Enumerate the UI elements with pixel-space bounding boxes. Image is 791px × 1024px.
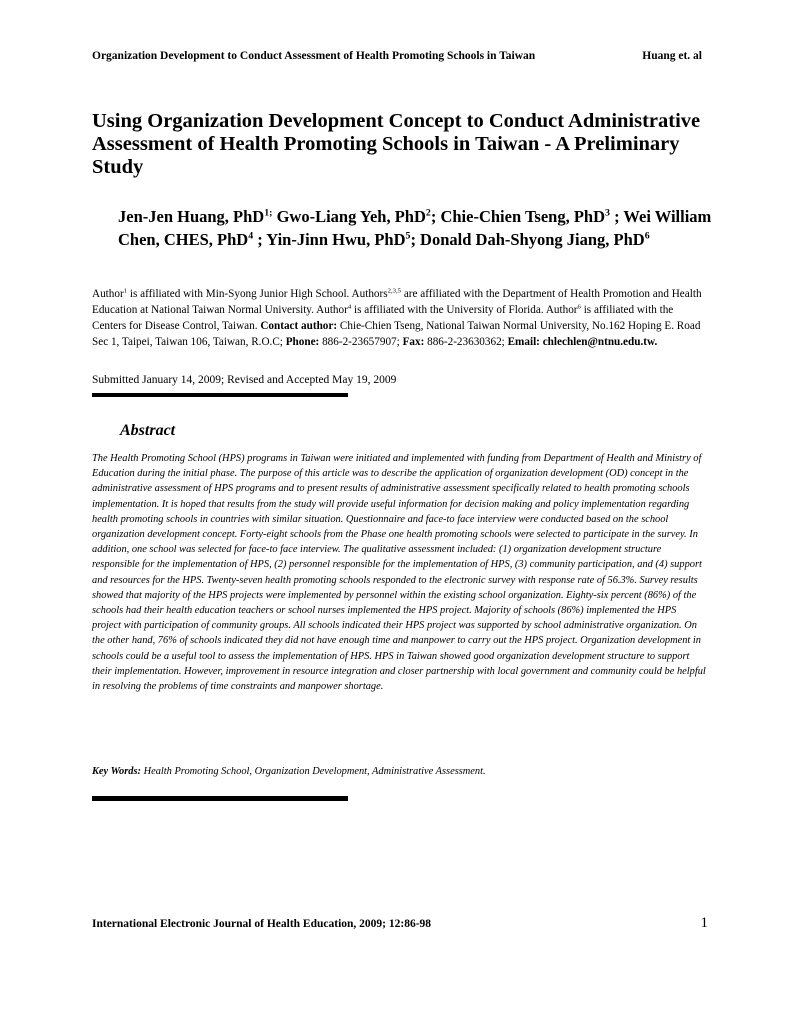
email-label: Email: bbox=[507, 336, 540, 348]
author-marker: 3 bbox=[605, 207, 610, 219]
abstract-body: The Health Promoting School (HPS) programs in Taiwan were initiated and implemented with funding from Department of Health and Ministry of Education during the initial phase. The purpose of this article was to describe the application of organization development (OD) concept in the administrative assessment of HPS programs and to present results of administrative assessment specifically related to health promoting schools implementation. It is hoped that results from the study will provide useful information for decision making and policy implementation regarding health promoting schools in countries with similar situation. Questionnaire and face-to face interview were conducted based on the school organization development concept. Forty-eight schools from the Phase one health promoting schools were selected to participate in the survey. In addition, one school was selected for face-to face interview. The qualitative assessment included: (1) organization development structure responsible for the implementation of HPS, (2) personnel responsible for the implementation of HPS, (3) community participation, and (4) support and resources for the HPS. Twenty-seven health promoting schools responded to the electronic survey with response rate of 56.3%. Survey results showed that majority of the HPS projects were implemented by personnel within the existing school organization. Eighty-six percent (86%) of the schools had their health education teachers or school nurses implemented the HPS project. Majority of schools (86%) implemented the HPS project with participation of community groups. All schools indicated their HPS project was supported by school administrative organization. On the other hand, 76% of schools indicated they did not have enough time and manpower to carry out the HPS project. Organization development in schools could be a useful tool to assess the implementation of HPS. HPS in Taiwan showed good organization development structure to support their implementation. However, improvement in resource integration and closer partnership with local government and community could be helpful in resolving the problems of time constraints and manpower shortage. bbox=[92, 453, 706, 693]
author-list bbox=[118, 205, 718, 251]
author-marker: 2 bbox=[425, 207, 431, 219]
abstract-heading: Abstract bbox=[120, 422, 176, 439]
divider-rule bbox=[92, 796, 348, 801]
page-number: 1 bbox=[700, 915, 708, 931]
author-name: Jen-Jen Huang, PhD bbox=[118, 207, 265, 226]
keywords-label: Key Words: bbox=[92, 766, 141, 777]
phone-label: Phone: bbox=[285, 336, 320, 348]
keywords-text: Health Promoting School, Organization Development, Administrative Assessment. bbox=[140, 766, 486, 777]
running-header-title: Organization Development to Conduct Assessment of Health Promoting Schools in Taiwan bbox=[92, 50, 536, 62]
affil-marker: 1 bbox=[123, 287, 128, 295]
affil-text: is affiliated with the University of Florida. Author bbox=[351, 304, 578, 316]
affiliations bbox=[92, 286, 707, 350]
paper-title: Using Organization Development Concept to Conduct Administrative Assessment of Health Promoting Schools in Taiwan - A Preliminary Study bbox=[92, 110, 701, 178]
fax-number: 886-2-23630362; bbox=[424, 336, 508, 348]
submission-dates: Submitted January 14, 2009; Revised and Accepted May 19, 2009 bbox=[92, 374, 397, 386]
affil-marker: 4 bbox=[347, 303, 352, 311]
author-name: ; Donald Dah-Shyong Jiang, PhD bbox=[410, 230, 645, 249]
keywords bbox=[92, 766, 706, 777]
author-name: ; Chie-Chien Tseng, PhD bbox=[430, 207, 606, 226]
running-header-authors: Huang et. al bbox=[642, 50, 702, 62]
author-name: Gwo-Liang Yeh, PhD bbox=[272, 207, 426, 226]
affil-text: is affiliated with Min-Syong Junior High School. Authors bbox=[127, 288, 388, 300]
author-marker: 6 bbox=[644, 230, 650, 242]
journal-citation: International Electronic Journal of Health Education, 2009; 12:86-98 bbox=[92, 918, 432, 930]
contact-label: Contact author: bbox=[260, 320, 338, 332]
author-name: ; Wei William Chen, CHES, PhD bbox=[118, 207, 712, 249]
affil-text: is affiliated with the Centers for Disease Control, Taiwan. bbox=[92, 304, 674, 332]
divider-rule bbox=[92, 393, 348, 397]
affil-text: Author bbox=[92, 288, 124, 300]
phone-number: 886-2-23657907; bbox=[319, 336, 403, 348]
author-marker: 4 bbox=[248, 230, 254, 242]
author-marker: 5 bbox=[405, 230, 411, 242]
contact-address: Chie-Chien Tseng, National Taiwan Normal University, No.162 Hoping E. Road Sec 1, Taipei, Taiwan 106, Taiwan, R.O.C; bbox=[92, 320, 701, 348]
email-address: chlechlen@ntnu.edu.tw. bbox=[539, 336, 658, 348]
page-footer bbox=[92, 915, 708, 938]
author-marker: 1; bbox=[264, 207, 273, 219]
running-header bbox=[92, 50, 702, 70]
affil-marker: 2,3,5 bbox=[387, 287, 402, 295]
affil-marker: 6 bbox=[577, 303, 581, 311]
author-name: ; Yin-Jinn Hwu, PhD bbox=[253, 230, 406, 249]
affil-text: are affiliated with the Department of Health Promotion and Health Education at National Taiwan Normal University. Author bbox=[92, 288, 702, 316]
fax-label: Fax: bbox=[402, 336, 425, 348]
